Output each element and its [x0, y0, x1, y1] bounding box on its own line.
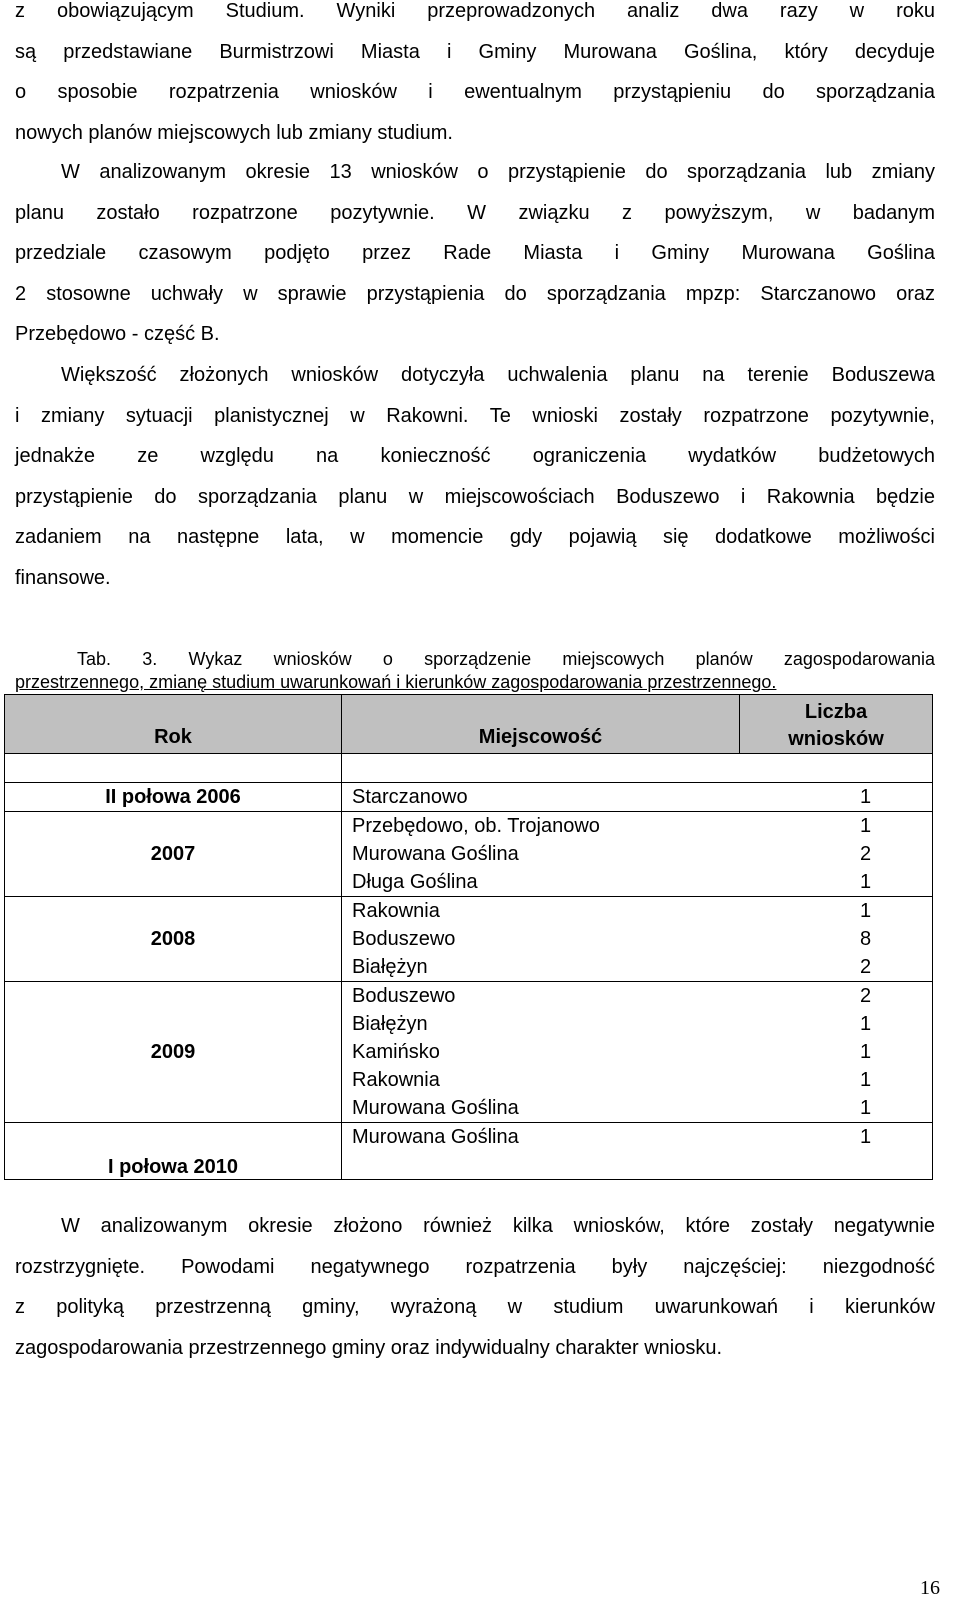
text-line: W analizowanym okresie 13 wniosków o przystąpienie do sporządzania lub zmiany: [61, 161, 935, 183]
place-name: Murowana Goślina: [352, 843, 519, 865]
table-entry: [342, 982, 932, 1010]
caption-line: przestrzennego, zmianę studium uwarunkowań i kierunków zagospodarowania przestrzennego.: [15, 672, 777, 692]
place-name: Długa Goślina: [352, 871, 478, 893]
text-line: są przedstawiane Burmistrzowi Miasta i Gminy Murowana Goślina, który decyduje: [15, 40, 935, 63]
place-name: Przebędowo, ob. Trojanowo: [352, 815, 600, 837]
caption-line: Tab. 3. Wykaz wniosków o sporządzenie miejscowych planów zagospodarowania: [77, 649, 935, 669]
place-name: Białężyn: [352, 956, 428, 978]
table-row: [5, 897, 933, 982]
header-liczba-wnioskow: [740, 695, 933, 754]
place-name: Kamińsko: [352, 1041, 440, 1063]
year-cell: 2007: [5, 812, 342, 897]
request-count: 1: [859, 786, 872, 808]
text-line: Przebędowo - część B.: [15, 323, 220, 345]
header-liczba-line2: wniosków: [788, 728, 884, 750]
text-line: zadaniem na następne lata, w momencie gdy pojawią się dodatkowe możliwości: [15, 526, 935, 548]
table-entry: [342, 812, 932, 840]
text-line: W analizowanym okresie złożono również kilka wniosków, które zostały negatywnie: [61, 1215, 935, 1237]
text-line: zagospodarowania przestrzennego gminy oraz indywidualny charakter wniosku.: [15, 1336, 723, 1359]
table-header-row: [5, 695, 933, 754]
table-entry: [342, 1010, 932, 1038]
entries-cell: [342, 1123, 933, 1180]
place-name: Murowana Goślina: [352, 1126, 519, 1148]
entries-cell: [342, 982, 933, 1123]
text-line: nowych planów miejscowych lub zmiany studium.: [15, 121, 453, 144]
year-cell: I połowa 2010: [5, 1123, 342, 1180]
table-entry: [342, 868, 932, 896]
table-row: [5, 812, 933, 897]
table-entry: [342, 840, 932, 868]
place-name: Rakownia: [352, 900, 440, 922]
text-line: przystąpienie do sporządzania planu w miejscowościach Boduszewo i Rakownia będzie: [15, 485, 935, 508]
year-cell: 2009: [5, 982, 342, 1123]
place-name: Białężyn: [352, 1013, 428, 1035]
request-count: 2: [859, 956, 872, 978]
table-entry: [342, 1123, 932, 1151]
request-count: 1: [859, 1069, 872, 1091]
request-count: 2: [859, 843, 872, 865]
text-line: z polityką przestrzenną gminy, wyrażoną w studium uwarunkowań i kierunków: [15, 1296, 935, 1318]
paragraph-intro: [15, 0, 935, 153]
place-name: Rakownia: [352, 1069, 440, 1091]
request-count: 1: [859, 900, 872, 922]
text-line: i zmiany sytuacji planistycznej w Rakowni. Te wnioski zostały rozpatrzone pozytywnie,: [15, 404, 935, 427]
year-cell: 2008: [5, 897, 342, 982]
paragraph-majority-requests: [15, 355, 935, 598]
text-line: 2 stosowne uchwały w sprawie przystąpienia do sporządzania mpzp: Starczanowo oraz: [15, 282, 935, 305]
table-spacer-row: [5, 754, 933, 783]
table-entry: [342, 897, 932, 925]
table-entry: [342, 1066, 932, 1094]
table-entry: [342, 1038, 932, 1066]
request-count: 1: [859, 1013, 872, 1035]
table-row: [5, 783, 933, 812]
text-line: finansowe.: [15, 566, 111, 589]
header-liczba-line1: Liczba: [804, 701, 868, 723]
table-caption: [15, 648, 935, 694]
place-name: Starczanowo: [352, 786, 468, 808]
entries-cell: [342, 812, 933, 897]
table-entry: [342, 783, 932, 811]
place-name: Boduszewo: [352, 985, 456, 1007]
request-count: 1: [859, 1126, 872, 1148]
request-count: 8: [859, 928, 872, 950]
request-count: 2: [859, 985, 872, 1007]
request-count: 1: [859, 871, 872, 893]
request-count: 1: [859, 1041, 872, 1063]
entries-cell: [342, 897, 933, 982]
text-line: z obowiązującym Studium. Wyniki przeprowadzonych analiz dwa razy w roku: [15, 0, 935, 22]
text-line: przedziale czasowym podjęto przez Rade Miasta i Gminy Murowana Goślina: [15, 242, 935, 264]
table-row: [5, 982, 933, 1123]
requests-table: [4, 694, 933, 1180]
table-entry: [342, 1094, 932, 1122]
text-line: jednakże ze względu na konieczność ograniczenia wydatków budżetowych: [15, 445, 935, 467]
header-rok: Rok: [5, 695, 342, 754]
request-count: 1: [859, 1097, 872, 1119]
paragraph-approved-requests: [15, 152, 935, 355]
text-line: rozstrzygnięte. Powodami negatywnego rozpatrzenia były najczęściej: niezgodność: [15, 1255, 935, 1278]
header-miejscowosc: Miejscowość: [342, 695, 740, 754]
place-name: Boduszewo: [352, 928, 456, 950]
table-entry: [342, 953, 932, 981]
page-number: 16: [920, 1577, 940, 1599]
text-line: planu zostało rozpatrzone pozytywnie. W związku z powyższym, w badanym: [15, 201, 935, 224]
text-line: o sposobie rozpatrzenia wniosków i ewentualnym przystąpieniu do sporządzania: [15, 81, 935, 103]
request-count: 1: [859, 815, 872, 837]
text-line: Większość złożonych wniosków dotyczyła uchwalenia planu na terenie Boduszewa: [61, 364, 935, 386]
year-cell: II połowa 2006: [5, 783, 342, 812]
table-row: [5, 1123, 933, 1180]
table-entry: [342, 925, 932, 953]
place-name: Murowana Goślina: [352, 1097, 519, 1119]
paragraph-negative-requests: [15, 1206, 935, 1368]
entries-cell: [342, 783, 933, 812]
